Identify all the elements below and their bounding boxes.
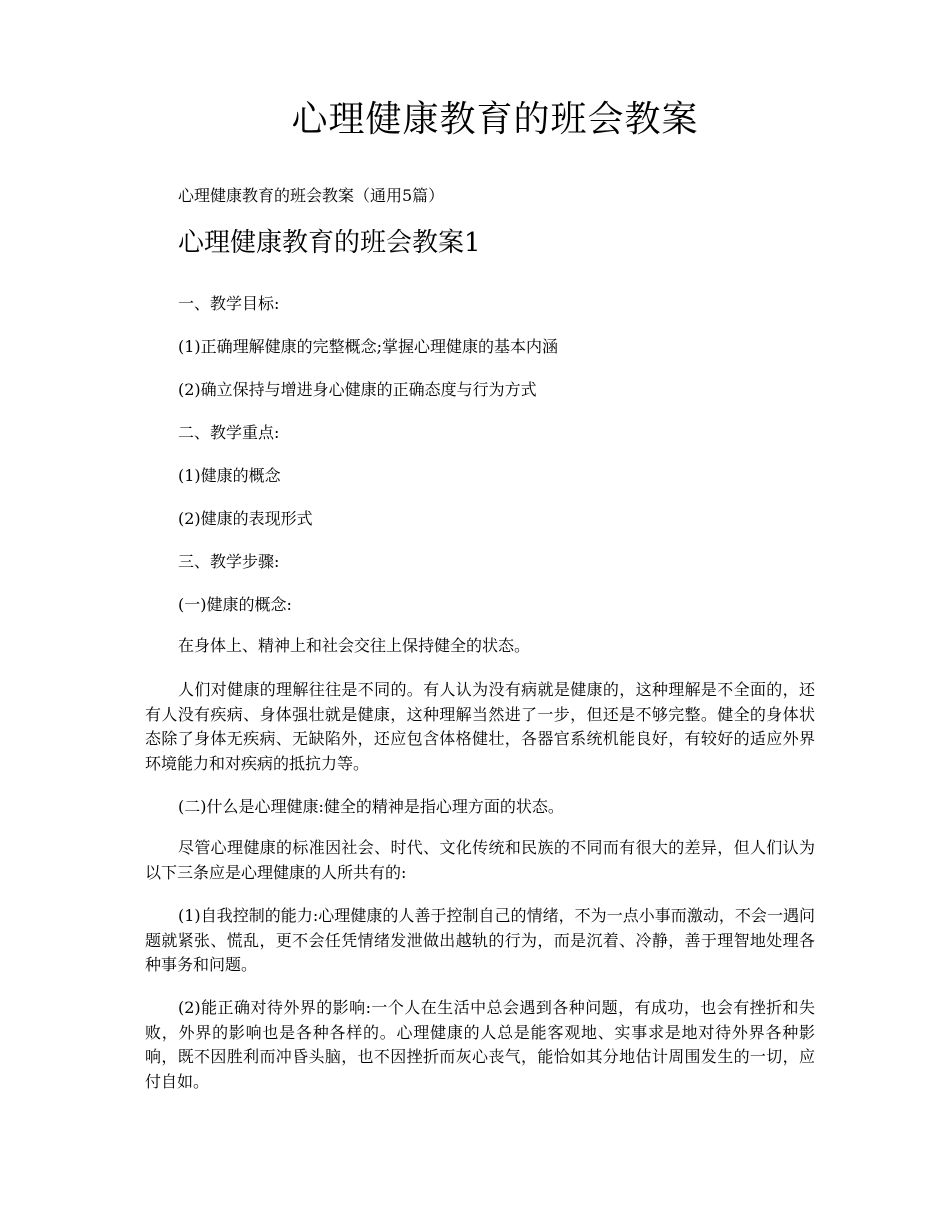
paragraph-standards: 尽管心理健康的标准因社会、时代、文化传统和民族的不同而有很大的差异，但人们认为以下三条应是心理健康的人所共有的: bbox=[145, 838, 815, 882]
paragraph-external-influence: (2)能正确对待外界的影响:一个人在生活中总会遇到各种问题，有成功，也会有挫折和失败，外界的影响也是各种各样的。心理健康的人总是能客观地、实事求是地对待外界各种影响，既不因胜利而冲昏头脑，也不因挫折而灰心丧气，能恰如其分地估计周围发生的一切，应付自如。 bbox=[145, 998, 815, 1091]
health-definition: 在身体上、精神上和社会交往上保持健全的状态。 bbox=[178, 636, 531, 655]
focus-item-1: (1)健康的概念 bbox=[178, 466, 281, 485]
heading-teaching-focus: 二、教学重点: bbox=[178, 423, 280, 442]
goal-item-2: (2)确立保持与增进身心健康的正确态度与行为方式 bbox=[178, 380, 537, 399]
goal-item-1: (1)正确理解健康的完整概念;掌握心理健康的基本内涵 bbox=[178, 337, 559, 356]
document-title: 心理健康教育的班会教案 bbox=[291, 99, 699, 140]
heading-teaching-goals: 一、教学目标: bbox=[178, 294, 280, 313]
section-heading: 心理健康教育的班会教案1 bbox=[178, 228, 481, 258]
document-subtitle: 心理健康教育的班会教案（通用5篇） bbox=[178, 186, 445, 205]
paragraph-self-control: (1)自我控制的能力:心理健康的人善于控制自己的情绪，不为一点小事而激动，不会一遇问题就紧张、慌乱，更不会任凭情绪发泄做出越轨的行为，而是沉着、冷静，善于理智地处理各种事务和问题。 bbox=[145, 906, 815, 974]
focus-item-2: (2)健康的表现形式 bbox=[178, 509, 313, 528]
step-2-heading: (二)什么是心理健康:健全的精神是指心理方面的状态。 bbox=[178, 797, 564, 816]
step-1-heading: (一)健康的概念: bbox=[178, 595, 292, 614]
paragraph-health-view: 人们对健康的理解往往是不同的。有人认为没有病就是健康的，这种理解是不全面的，还有人没有疾病、身体强壮就是健康，这种理解当然进了一步，但还是不够完整。健全的身体状态除了身体无疾病、无缺陷外，还应包含体格健壮，各器官系统机能良好，有较好的适应外界环境能力和对疾病的抵抗力等。 bbox=[145, 680, 815, 773]
heading-teaching-steps: 三、教学步骤: bbox=[178, 552, 280, 571]
